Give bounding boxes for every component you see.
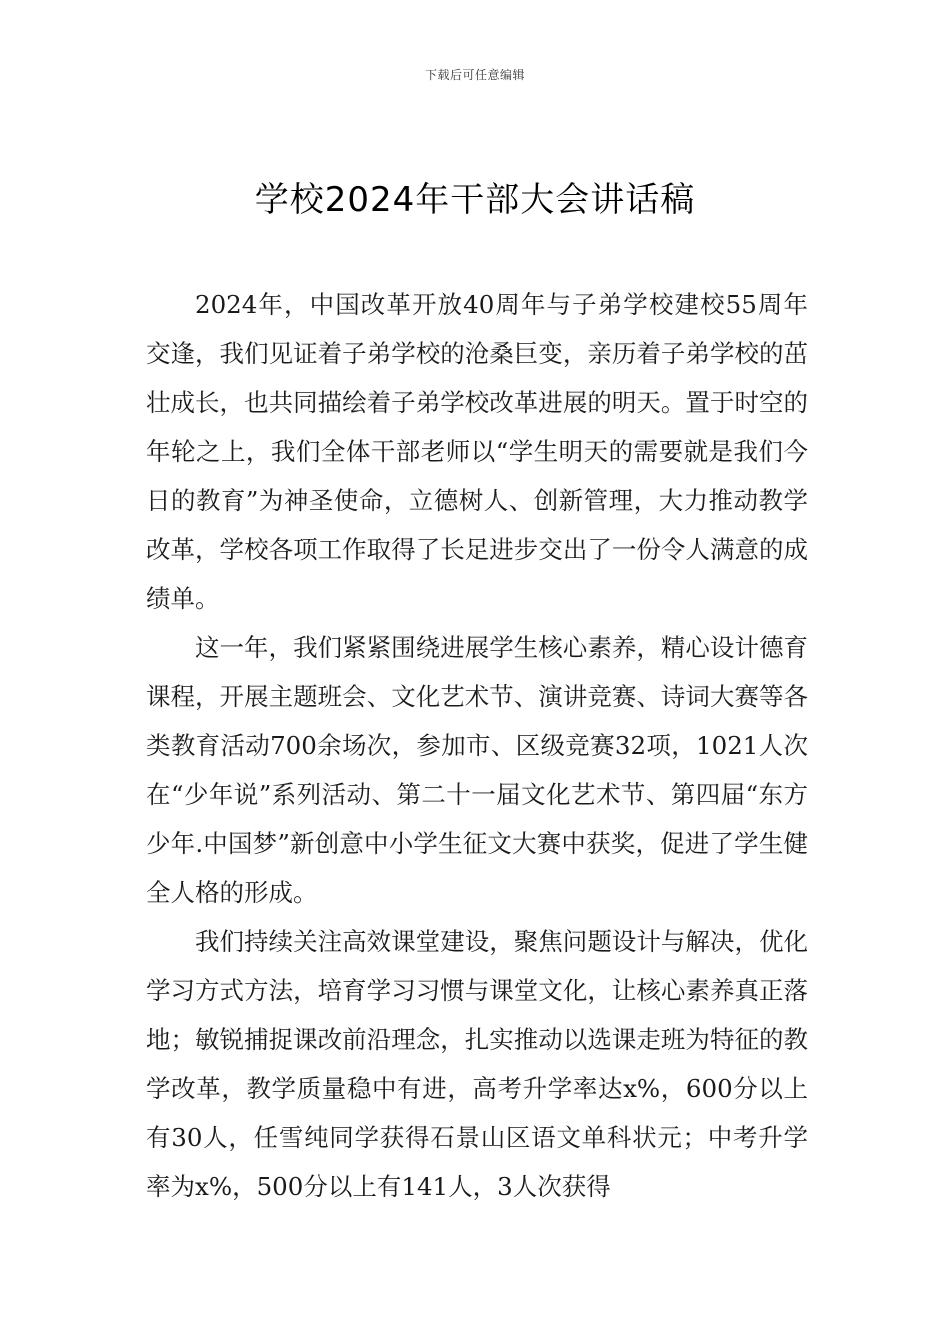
document-title: 学校2024年干部大会讲话稿 <box>254 180 696 220</box>
document-body <box>146 280 808 1211</box>
header-note: 下载后可任意编辑 <box>424 68 525 82</box>
body-paragraph: 2024年，中国改革开放40周年与子弟学校建校55周年交逢，我们见证着子弟学校的沧桑巨变，亲历着子弟学校的茁壮成长，也共同描绘着子弟学校改革进展的明天。置于时空的年轮之上，我们全体干部老师以“学生明天的需要就是我们今日的教育”为神圣使命，立德树人、创新管理，大力推动教学改革，学校各项工作取得了长足进步交出了一份令人满意的成绩单。 <box>146 290 808 613</box>
body-paragraph: 这一年，我们紧紧围绕进展学生核心素养，精心设计德育课程，开展主题班会、文化艺术节、演讲竞赛、诗词大赛等各类教育活动700余场次，参加市、区级竞赛32项，1021人次在“少年说”系列活动、第二十一届文化艺术节、第四届“东方少年.中国梦”新创意中小学生征文大赛中获奖，促进了学生健全人格的形成。 <box>146 633 808 907</box>
body-paragraph: 我们持续关注高效课堂建设，聚焦问题设计与解决，优化学习方式方法，培育学习习惯与课堂文化，让核心素养真正落地；敏锐捕捉课改前沿理念，扎实推动以选课走班为特征的教学改革，教学质量稳中有进，高考升学率达x%，600分以上有30人，任雪纯同学获得石景山区语文单科状元；中考升学率为x%，500分以上有141人，3人次获得 <box>146 927 808 1201</box>
